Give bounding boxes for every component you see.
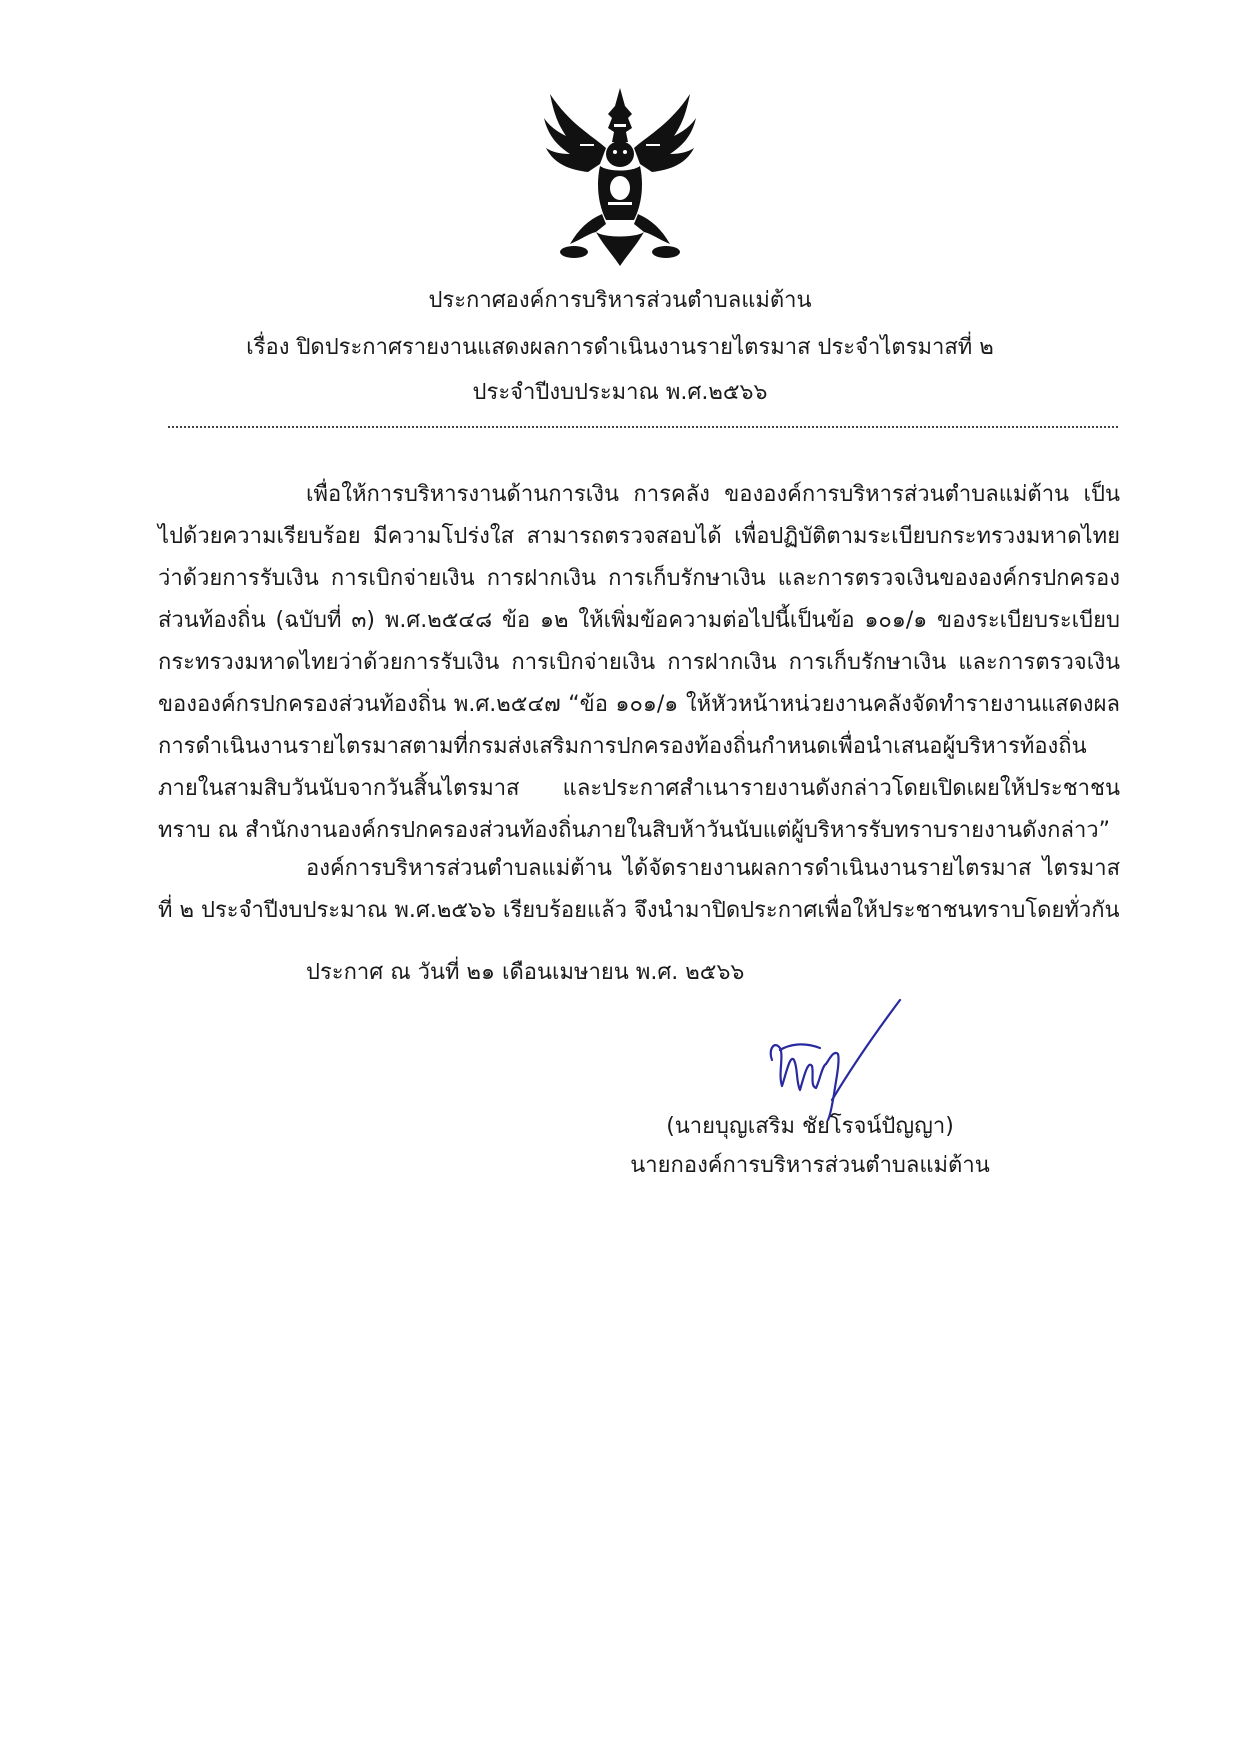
announcement-subject: เรื่อง ปิดประกาศรายงานแสดงผลการดำเนินงานรายไตรมาส ประจำไตรมาสที่ ๒ bbox=[246, 335, 994, 360]
dotted-divider bbox=[168, 426, 1118, 428]
body-paragraph-1: เพื่อให้การบริหารงานด้านการเงิน การคลัง ขององค์การบริหารส่วนตำบลแม่ต้าน เป็นไปด้วยความเรียบร้อย มีความโปร่งใส สามารถตรวจสอบได้ เพื่อปฏิบัติตามระเบียบกระทรวงมหาดไทยว่าด้วยการรับเงิน การเบิกจ่ายเงิน การฝากเงิน การเก็บรักษาเงิน และการตรวจเงินขององค์กรปกครองส่วนท้องถิ่น (ฉบับที่ ๓) พ.ศ.๒๕๔๘ ข้อ ๑๒ ให้เพิ่มข้อความต่อไปนี้เป็นข้อ ๑๐๑/๑ ของระเบียบระเบียบกระทรวงมหาดไทยว่าด้วยการรับเงิน การเบิกจ่ายเงิน การฝากเงิน การเก็บรักษาเงิน และการตรวจเงินขององค์กรปกครองส่วนท้องถิ่น พ.ศ.๒๕๔๗ “ข้อ ๑๐๑/๑ ให้หัวหน้าหน่วยงานคลังจัดทำรายงานแสดงผลการดำเนินงานรายไตรมาสตามที่กรมส่งเสริมการปกครองท้องถิ่นกำหนดเพื่อนำเสนอผู้บริหารท้องถิ่นภายในสามสิบวันนับจากวันสิ้นไตรมาส และประกาศสำเนารายงานดังกล่าวโดยเปิดเผยให้ประชาชนทราบ ณ สำนักงานองค์กรปกครองส่วนท้องถิ่นภายในสิบห้าวันนับแต่ผู้บริหารรับทราบรายงานดังกล่าว” bbox=[158, 482, 1120, 843]
fiscal-year-line: ประจำปีงบประมาณ พ.ศ.๒๕๖๖ bbox=[472, 380, 768, 405]
body-paragraph-2: องค์การบริหารส่วนตำบลแม่ต้าน ได้จัดรายงานผลการดำเนินงานรายไตรมาส ไตรมาสที่ ๒ ประจำปีงบประมาณ พ.ศ.๒๕๖๖ เรียบร้อยแล้ว จึงนำมาปิดประกาศเพื่อให้ประชาชนทราบโดยทั่วกัน bbox=[158, 856, 1120, 923]
signatory-position: นายกองค์การบริหารส่วนตำบลแม่ต้าน bbox=[630, 1153, 990, 1178]
signatory-name: (นายบุญเสริม ชัยโรจน์ปัญญา) bbox=[666, 1114, 954, 1139]
announcement-heading: ประกาศองค์การบริหารส่วนตำบลแม่ต้าน bbox=[428, 288, 812, 313]
announcement-date: ประกาศ ณ วันที่ ๒๑ เดือนเมษายน พ.ศ. ๒๕๖๖ bbox=[306, 960, 745, 985]
handwritten-signature-icon bbox=[760, 990, 920, 1130]
garuda-emblem-icon bbox=[540, 84, 700, 270]
